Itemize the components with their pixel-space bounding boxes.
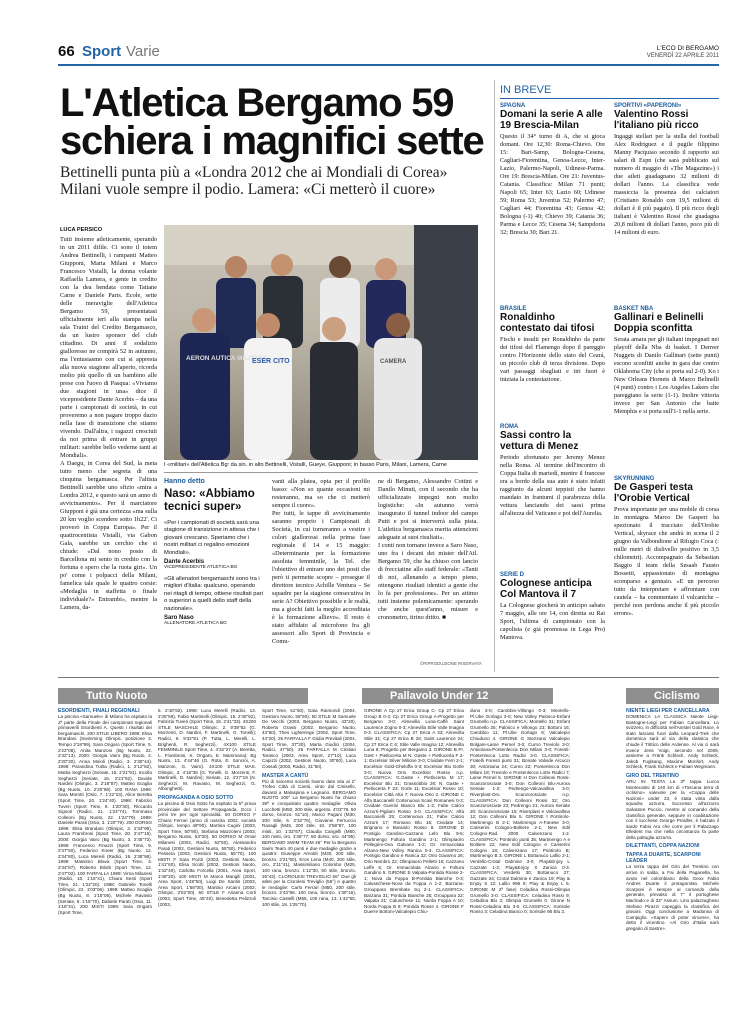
brief-label: BRASILE: [500, 306, 527, 312]
team-photo-illustration: [164, 225, 478, 460]
nuoto-text-5: Più di seicento società hanno dato vita al 2° Trofeo Città di Cantù, vinto dal Cinisello, davanti a Malaspina e Legnano. BERGAMO NUOTO 100° La Bergamo Nuoto ha chiuso 39ª e conquistato quattro medaglie: Olivia Lucchetti (M50, 200 stile, argento. 4'03"79, 50 dorso, bronzo. 51"10), Marco Pagani (M30, 200 stile, 6. 2'32"76), Giovanni Ferruccio Ravagli (M45, 200 stile, 10. 2'58"87, 100 misti, 10. 1'33"67), Claudia Cangelli (M60, 100 misti, oro. 1'38"77; 50 dorso, oro. 44"95). BERGAMO SWIM TEAM 46° Per la Bergamo Swim Team 40 punti e due medaglie grazie a quattro: Giuseppe Arnoldi (M30, 200 stile, bronzo. 2'21"60), Eros Lena (M40, 200 stile, oro. 2'11"41), Massimiliano Colombo (M25, 100 rana, bronzo. 1'12"30, 50 stile, bronzo. 26"42). CLOROLESI TREVIGLIO 56° Due gli atleti per la Clorolesi Treviglio (56°) e quattro le medaglie: Carlo Ferrari (M50, 200 stile, bronzo. 2'43"66. 100 rana, bronzo. 1'30"16), Tarcisio Castelli (M55, 100 rana, 13. 1'42"60, 100 stile, 18. 1'25"70).: [262, 778, 356, 907]
subheadline-line2: Milani vuole sempre il podio. Lamera: «Ci metterò il cuore»: [60, 181, 436, 198]
article-col3: ne di Bergamo, Alessandro Cottini e Danilo Minuti, con il secondo che ha ufficializzato impegni non molto logistiche: «In autunno verrà inaugurato il tunnel indoor del campo Putti e poi si interverrà sulla pista. L'atletica bergamasca merita attenzioni adeguate ai suoi risultati». I conti non tornano invece a Saro Naso, uno fra i decani dei mister dell'Atl. Bergamo 59, che ha chiuso con lancio di frecciatine allo staff federale: «Tanti di noi, allenando a tempo pieno, ottengono risultati identici a gente che lo fa per professione». Per un attimo tutti insieme polemicamente: sperando che anche quest'anno, misure e cronometro, tirino dritto. ■: [378, 478, 478, 621]
nuoto-text-3: La piscina di Osio Sotto ha ospitato la 5ª prova provinciale del Settore Propaganda. Ecco i primi tre per ogni specialità. 50 DORSO F Chiara Ferrari (anno di nascita 2002, società Olimpic, tempo 49"90), Martina Cugini (2003, Sport Time, 50"90), Stefania Mazzoleni (2003, Bergamo Nuoto, 53"30). 50 DORSO M Omar Milanesi (2002, Radici, 52"60), Alessandro Parati (2002, Gestioni Nuoto, 55"50), Federico Pessera (2003, Gestioni Nuoto, 56"70). 100 MISTI F Sara Pozzi (2003, Gestioni Nuoto, 1'41"60), Elisa Scotti (2002, Gestioni Nuoto, 1'42"40), Carlotta Forcella (2001, Area Sport, 1'48"20). 100 MISTI M Marco Mangili (2001, Area Sport, 1'48"50), Luigi De Santis (2003, Area Sport, 1'58"00), Martino Arcaini (2002, Olimpic, 2'02"00). 50 STILE F Arianna Corti (2003, Sport Time, 45"40), Benedetta Pelizzoli (2003,: [158, 800, 256, 907]
headline: [60, 81, 500, 163]
in-breve-header: IN BREVE: [500, 84, 552, 96]
nuoto-subtitle-2: PROPAGANDA A OSIO SOTTO: [158, 794, 234, 801]
svg-text:CAMERA: [380, 359, 407, 365]
shirt-third-text: CAMERA: [380, 359, 407, 365]
quotes-title: Naso: «Abbiamo tecnici super»: [164, 488, 255, 513]
brief-spagna: [500, 103, 605, 291]
ciclismo-bar: [626, 688, 719, 704]
quote-1-role: VICEPRESIDENTE ATLETICA BG: [164, 565, 238, 571]
column-divider: [494, 80, 495, 672]
nuoto-subtitle-3: MASTER A CANTÙ: [262, 772, 309, 779]
subheadline: [60, 164, 500, 198]
ciclismo-section-title: GIRO DEL TRENTINO: [626, 772, 679, 779]
pallavolo-bar: [362, 688, 553, 704]
brief-title: Valentino Rossi l'italiano più ricco: [614, 109, 699, 131]
nuoto-text-2: 5. 2'40"82). 1998: Luca Merelli (Radici, 13. 2'35"58), Fabio Martinelli (Olimpic, 15. 2'40"62), Fabrizio Tuveri (Sport Time, 18. 2'41"33). 4X200 STILE MASCHILE Olimpic, 2. 9'39"62 (G. Morzenti, D. Nardini, F. Martinelli, G. Tonelli); Radici, 6. 9'32"81 (P. Tutta, L. Merelli, L. Brighenti, R. Seghezzi). 4X100 STILE FEMMINILE Sport Time, 4. 4'32"27 (A. Beretta, L. Frambrosi, S. Ongaro, E. Mammana); Bg Nuoto, 13. 4'44"46 (G. Rota, E. Soncini, A. Manzoni, G. Vairo). 4X100 STILE MAS. Olimpic, 3. 4'16"35 (G. Tonelli, G. Morzenti, F. Martinelli, D. Nardini); Seriate, 12. 4'27"19 (N. Seghezzi, M. Ravasio, M. Seghezzi, G. Albonghetti).: [158, 708, 256, 792]
header-rule: [58, 64, 719, 66]
ciclismo-section-text: La terza tappa del Giro del Trentino con arrivo in salita, a Fai della Paganella, ha avuto nel colombiano della Geox Fabio Andres Duarte il protagonista. Michele Scarponi è sempre al comando della generale, prevalso di 7" il portoghese Machado e di 33" Assum. Lino palazzagheso Stefano Pirazzi capeggia la classifica dei giovani. Oggi conclusione a Madonna di Campiglio. «Saperv di poter vincere», ha detto il vicentino. «Al Giro d'Italia sarò gregario di Sastre».: [626, 864, 719, 931]
quotes-kicker: Hanno detto: [164, 478, 205, 485]
brief-title: Ronaldinho contestato dai tifosi: [500, 312, 595, 334]
tutto-nuoto-bar: [58, 688, 308, 704]
ciclismo-title: Ciclismo: [654, 690, 700, 702]
brief-label: SPAGNA: [500, 103, 526, 109]
page-number: 66: [58, 43, 75, 60]
quote-2: «Gli allenatori bergamaschi sono tra i migliori d'Italia: qualcuno, operando nei ritagli di tempo, ottiene risultati pari o superiori a quelli dello staff della nazionale».: [164, 576, 263, 612]
issue-date: VENERDÌ 22 APRILE 2011: [646, 53, 719, 59]
photo-caption: I «militari» dell'Atletica Bg: da sin. in alto Bettinelli, Vistalli, Gueye, Giupponi; in basso Paris, Milani, Lamera, Carne: [164, 462, 447, 468]
newspaper-name: L'ECO DI BERGAMO: [656, 45, 719, 52]
brief-label: BASKET NBA: [614, 306, 654, 312]
brief-roma: [500, 424, 605, 574]
shirt-aeronautica-text: AERON AUTICA MILITARE: [186, 355, 268, 362]
quote-1: «Per i campionati di società sarà una stagione di transizione in attesa che i giovani crescano. Speriamo che i nostri militari ci regalino emozioni Mondiali».: [164, 520, 260, 556]
ciclismo-section-text: ARU IN TESTA La 3ª tappa Lucca Montecatini di 140 km di «Toscana terra di ciclismo» valevole per la «Coppa delle Nazioni» under 23, è stata vinta dalla squadra azzurra. Successo all'azzurro Salvatore Puccio, mentre al comando della classifica generale, seppure in coabitazione con il lucchese George Preidler, è balzato il sardo Fabio Aru che corre per il Palazzago Elledent ma che nella circostanza fa parte della pattuglia azzurra.: [626, 778, 719, 840]
caption-rule: [164, 472, 478, 473]
quote-2-name: Saro Naso: [164, 615, 194, 622]
team-photo: [164, 225, 478, 460]
brief-paperoni: [614, 103, 719, 283]
svg-text:ESER CITO: [252, 358, 290, 365]
copyright: ©RIPRODUZIONE RISERVATA: [420, 661, 482, 666]
brief-title: Gallinari e Belinelli Doppia sconfitta: [614, 312, 704, 334]
brief-skyrunning: [614, 476, 719, 674]
ciclismo-section-title: TAPPA A DUARTE, SCARPONI LEADER: [626, 852, 701, 865]
section-title: Sport: [82, 43, 122, 60]
nuoto-subtitle: ESORDIENTI, FINALI REGIONALI: [58, 708, 140, 714]
brief-label: ROMA: [500, 424, 519, 430]
nuoto-text-1: La piscina «Samuele» di Milano ha ospitato la 2ª parte della Finale dei campionati regionali primaverili Esordienti A. Questi i risultati dei bergamaschi. 200 STILE LIBERO 1999: Elisa Brandani (Swimming Olimpic, posizione 3. Tempo 2'18"99), Sara Ongaro (Sport Time, 5. 2'22"08), Anita Manzoni (Bg Nuoto, 22. 2'32"13). 2000: Giorgia Vairo (Bg Nuoto, 2. 2'20"30), Anna Moioli (Radici, 3. 2'30"44). 1998: Parandina Tutita (Radici, 1. 2'12"82), Mattia Seghezzi (Seriate, 15. 2'21"91). Incollo Seghezzi (Seriate, 16. 2'21"92), Davide Nardini (Olimpic, 3. 2'18"87), Matteo Scaglia (Bg Nuoto, 10. 2'25"99). 100 RANA 1999: Sara Morotti (Osio, 7. 1'22"23), Alice Beretta (Sport Time, 20. 1'24"40). 1998: Fabrizio Tuveri (Sport Time, 8. 1'20"30), Riccardo Signori (Radici, 21. 1'24"74), Tommaso Colleoni (Bg Nuoto, 22. 1'24"79). 1999: Daniele Parati (Osio, 3. 1'20"79). 200 DORSO 1999: Elisa Brandani (Olimpic, 3. 2'33"99), Laura Frambrosi (Sport Time, 20. 2'47"15). 2000: Giorgia Vairo (Bg Nuoto, 3. 2'45"73). 1998: Francesco Finazzi (Sport Time, 9. 2'37"50), Federico Kneer (Bg Nuoto, 12. 2'34"80), Luca Mereili (Radici, 16. 2'38"98). 1999: Massimo Blava (Sport Time, 3. 2'34"87), Roberto Bilotti (Sport Time, 12. 2'47"02). 100 FARFALLA 1999: Virna Milanesi (Radici, 10. 1'16"41), Chiara Sesti (Sport Time, 21. 1'22"20). 1998: Gabriele Tonelli (Olimpic, 22. 1'03"06). 1999: Matteo Scaglia (Bg Nuoto, 8. 1'15"06), Michele Ravasio (Seriate, 9. 1'15"70), Dabiele Paratì (Osio, 11. 1'16"31). 200 MISTI 1999: Sara Ongaro (Sport Time,: [58, 714, 152, 915]
brief-label: SPORTIVI «PAPERONI»: [614, 103, 682, 109]
ciclismo-section-text: DOMENICA LA CLASSICA Niente Liegi-Bastogne-Liegi per Fabian Cancellara. Lo svizzero, in difficoltà nell'Amstel Gold Race, è stato lasciato fuori dalla Leopard-Trek che domenica sarà al via della classica che chiude il Trittico delle Ardenne. Al via ci sarà invece Jens Voigt, secondo nel 2009, assieme a Fränk Schleck, Andy Schleck, Jakob Fuglsang, Maxime Monfort, Andy Schleck, Frank Schleck e Fabian Wegmann.: [626, 714, 719, 770]
bottom-section-rule: [58, 677, 719, 678]
brief-serie-d: [500, 572, 605, 666]
brief-text: Questo il 34° turno di A, che si gioca domani. Ore 12,30: Roma-Chievo. Ore 15: Bari-Samp, Bologna-Cesena, Cagliari-Fiorentina, Genoa-Lecce, Inter-Lazio, Palermo-Napoli, Udinese-Parma. Ore 19: Brescia-Milan. Ore 21: Juventus-Catania. Classifica: Milan 71 punti; Napoli 65; Inter 63; Lazio 60; Udinese 59; Roma 53; Juventus 52; Palermo 47; Cagliari 44; Fiorentina 43; Genoa 42; Bologna (-1) 40; Chievo 39; Catania 36; Parma e Lecce 35; Cesena 34; Sampdoria 32; Brescia 30; Bari 21.: [500, 133, 605, 236]
brief-brasile: [500, 306, 605, 408]
brief-text: Fischi e insulti per Ronaldinho da parte dei tifosi del Flamengo dopo il pareggio contro l'Horizonte dello stato del Ceará, un piccolo club di terza divisione. Dopo vari passaggi sbagliati e tiri fuori è iniziata la contestazione.: [500, 336, 605, 383]
brief-title: Domani la serie A alle 19 Brescia-Milan: [500, 109, 603, 131]
quote-1-name: Dante Acerbis: [164, 559, 205, 566]
brief-title: Colognese anticipa Col Mantova il 7: [500, 578, 592, 600]
ciclismo-section-title: DILETTANTI, COPPA NAZIONI: [626, 843, 700, 850]
ciclismo-section-title: NIENTE LIEGI PER CANCELLARA: [626, 708, 710, 714]
brief-title: Sassi contro la vettura di Menez: [500, 430, 579, 452]
article-col1: Tutti insieme atleticamente, sperando in un 2011 difile. Ci sono il totem Andrea Bettinelli, i rampanti Matteo Giupponi, Marta Milani e Marco Francesco Vistalli, la donna volante Raffaella Lamera, e gente in credito con la dea bendata come Tatiane Carne e Daniele Paris. Ecole, sette delle meraviglie dell'Atletica Bergamo 59, presentatasi ufficialmente ieri alla stampa nella sala Traini del Credito Bergamasco, da un lustro sponsor del club cittadino. Di anni il sodalizio gialloresso ne compirà 52 in autunno, ma l'entusiasmo con cui si appresta alla nuova stagione all'aperto, ricorda molto più quello di un bambino alle prese con l'uovo di Pasqua: «Viviamo due stagioni in una» dice il vicepresidente Dante Acerbis – da una parte i campionati di società, in cui proveremo a non pagare troppo dazio nella fase di transizione che stiamo vivendo. Dall'altra, i ragazzi cresciuti da noi prima di entrare in gruppi militari: sarebbe bello vederne tanti ai Mondiali». A Daegu, in Corea del Sud, la meta tutto meno che segreta di una cinquina bergamasca. Per l'altista Bettinelli sarebbe uno sfizio «mira a Londra 2012, e questo sarà un anno di avvicinamento». Per il marciatore Giupponi è già una certezza «ma sulla 20 km voglio scendere sotto 1h22'. Ci proverò in Coppa Europa». Per il quattrocentista Vistalli, via Gabon Gala, sarebbe un cerchio che si chiude: «Dal nono posto di Barcellona mi sento in credito con la fortuna e spero che la ruota giri». Un po' come i polpacci della Milani, famelica tale quale le quattro corsie: «Medaglia in staffetta o finale individuale?» Entrambi», mentre la Lamera, da-: [60, 236, 157, 611]
brief-text: Serata amara per gli italiani impegnati nei playoff della Nba di basket. I Denver Nuggets di Danilo Gallinari (sette punti) escono sconfitti anche in gara due contro Oklahoma City (che si porta sul 2-0). Ko i New Orleans Hornets di Marco Belinelli (4 punti) contro i Los Angeles Lakers che pareggiano la serie (1-1). Inoltre vittoria invece per San Antonio che batte Memphis e si porta sull'1-1 nella serie.: [614, 336, 719, 415]
nuoto-text-4: Sport Time, 51"50), Gaia Raimondi (2004, Gestioni Nuoto, 55"60). 50 STILE M Samuele De Vecchi (2003, Bergamo Nuoto, 43"20), Roberto Grassi (2002, Bergamo Nuoto, 43"60), Theo Lighteringe (2002, Sport Time, 44"20). 25 FARFALLA F Giulia Previtali (2004, Sport Time, 37"30), Marta Giudici (2004, Radici, 47"50). 25 FARFALLA M Cristian Tarasco (2003, Area Sport, 27"10), Luca Capizzi (2002, Gestioni Nuoto, 30"80), Luca Cossali (2003, Radici, 31"50).: [262, 708, 356, 769]
pallavolo-col1: GIRONE A Cp 27 Erica Group C- Cp 27 Erica Group B 0-3; Cp 27 Erica Group A-Progetto per Bergamo 3-0; Almevilla Luna-Caffè Saint Laurence Zogno 0-3; Almevilla Stile Valle Imagna 0-3. CLASSIFICA: Cp 27 Erica A 33; Almevilla Stile 31; Cp 27 Erica B 26; Saint Laurence 24; Cp 27 Erica C 6; Stile Valle Imagna 12; Almevilla Luna 8; Progetto per Bergamo 3. GIRONE B Pr. Gest + Pietlocerta M N. Gaste + Pietlocerta F 2-1; Excelsior Silver Milione 3-0; Cividate Ferri 2-1; Excelsior Gold-Gheloffa 0-3; Excelsior Blu Gorle 3-0; Nuova Orio Excelsior Rosso n.p. CLASSIFICA: G.Gaste + Pietlocerta M 17; Excelsior Blu 31; Grassobbio 26; N. Gaste + Pietlocerta F 23; Gorle 11; Excelsior Rosso 10; Excelsior Città Alta 7; Nuova Orio 2. GIRONE C Alfa Baccanelli Cortenuova Scavi Romanesi 0-3; Cividate Guerini Bianco Blu 1-2; Fabe Calcio Azzurri-Pigliani Rosso 3-0. CLASSIFICA: Alfa Baccanelli 25; Cortenuova 21; Fabe Calcio Azzurri 17; Romano Blu 16; Cividate 14; Brignano e Baraiolo Rosso 8. GIRONE D Pontigio Gandino-Cazzano Lefo Blu 9-5; Martinengo Foltura Gandino 2-1; Olimpiaoro Pellegrini-Ova Galvano 1-2; Or. Immacolata Alzano-New Volley Ranica 0-3. CLASSIFICA: Pontigio Gandino e Ranica 32; Orio Gavarno 26; Orio Nembro 22; Olimpiaoro Pelletti 16; Cazzano Leffe 6; Or. Immacolata Alzano e Foltura Gandino 5. GIRONE E Valpala-Pontida Rosse 2-1; Nova da Foppa B-Pontida Bianche 0-3; Calusschese-Nova da Foppa A 1-2; Barzana-Grouppara Brembate Sq 2-1. CLASSIFICA: Barzana 31; Pontida Bianche 25; Grouppara 22; Valpala 21; Caluschese 11; Norda Foppa A 10; Norda Foppa B 9; Pontida Rosse 4. GIRONE F Duerre Bottoni-Valcalepio Chiu-: [364, 708, 464, 915]
subheadline-line1: Bettinelli punta più a «Londra 2012 che ai Mondiali di Corea»: [60, 164, 448, 181]
brief-title: De Gasperi testa l'Orobie Vertical: [614, 482, 693, 504]
tutto-nuoto-title: Tutto Nuoto: [86, 690, 148, 702]
quote-2-role: ALLENATORE ATLETICA BG: [164, 621, 227, 627]
brief-label: SKYRUNNING: [614, 476, 655, 482]
brief-text: La Colognese giocherà in anticipo sabato 7 maggio, alle ore 14, con diretta su Rai Sport, l'ultima di campionato con la capolista (e già promossa in Lega Pro) Mantova.: [500, 602, 605, 641]
headline-line2: schiera i magnifici sette: [60, 119, 484, 163]
nuoto-col2: [158, 708, 256, 1008]
shirt-esercito-text: ESER CITO: [252, 358, 290, 365]
brief-label: SERIE D: [500, 572, 525, 578]
brief-text: Periodo sfortunato per Jeremy Menez nella Roma. Al termine dell'incontro di Coppa Italia di martedì, mentre il francese era a bordo della sua auto è stato infatti raggiunto da alcuni teppisti che hanno mandato in frantumi il parabrezza della vettura lanciando dei sassi prima all'altezza del Vaticano e poi dell'Aurelia.: [500, 454, 605, 517]
headline-line1: L'Atletica Bergamo 59: [60, 81, 454, 125]
subsection-title: Varie: [126, 43, 160, 60]
pallavolo-title: Pallavolo Under 12: [390, 690, 489, 702]
in-breve-rule: [500, 98, 719, 99]
nuoto-col1: [58, 708, 152, 1008]
brief-text: Ingaggi stellari per la stella del football Alex Rodriguez e il pugile filippino Manny Pacquiao secondo il rapporto sui salari di Espn (che sarà pubblicato sul numero di maggio di «The Magazine») i due atleti guadagnano 32 milioni di dollari l'anno. La classifica vede massiccia la presenza dei calciatori (Cristiano Ronaldo con 19,5 milioni di dollari è il più pagato). Il più ricco degli italiani è Valentino Rossi che guadagna 20,8 milioni di dollari l'anno, poco più di 14 milioni di euro.: [614, 133, 719, 236]
brief-nba: [614, 306, 719, 472]
ciclismo-col: [626, 708, 719, 1008]
article-col2: vanti alla platea, opta per il profilo basso: «Non so quante occasioni mi resteranno, ma so che ci metterò sempre il cuore». Per tutti, le tappe di avvicinamento saranno proprio i Campionati di Società, in cui torneranno a vestire i colori giallorossi nella prima fase regionale il 14 e 15 maggio: «Determinante per la formazione assoluta femminile, la Tel. che l'obiettivo di entrare uno dei posti che però ti permette scopre – prosegue il direttore tecnico Achille Ventura – Se squadre per la stagione consecutiva in serie A? Obiettivo possibile e le realtà, ma a giochi fatti la meglio accreditata è la formazione allievo». Il resto è stato affidato al microfono fra gli assessori allo Sport di Provincia e Comu-: [272, 478, 370, 645]
quotes-box: [164, 478, 264, 668]
brief-text: Prova importante per una mobile di corsa in montagna Marco De Gasperi ha spezionato il tracciato dell'Orobie Vertical, skyrace che andrà in scena il 2 giugno da Valbondione al Rifugio Coca (: mille metri di dislivello positivo in 3,5 chilometri). Accompagnato da Sebastian Baggio il team della Sesaab Fausto Bossetti, appassionato di montagna scomparso a gennaio. «E un percorso tutto da interpretare e affrontare con cautela – ha commentato il vulcaniche – perché non perdona anche il più piccolo errore».: [614, 506, 719, 617]
byline: LUCA PERSICO: [60, 227, 103, 233]
nuoto-col3: [262, 708, 356, 1008]
pallavolo-col2: duno 3-0; Carobbio-Villongo 0-3; Montello-Pl.Ube Gorlago 3-0; New Volley Palosco-Enfant Grumello n.p. CLASSIFICA: Montello 31; Enfant Grumello 25; Palosco e Villongo 23; Bottoni 16; Carobbio 11; Pl.Ube Gorlago 8; Valcalepio Chiuduno 4. GIRONE G Stezzano Valcalepio Bolgare-Lame Pernel 3-0; Curno Treviolo 3-0; Antoniana-Pontenlecca Don Milani 3-0; Foresti-Pontenlecca Lotto Radici 3-0. CLASSIFICA: Fratelli Foresti punti 31; Bonate Valvide Arcucci 30; Antoniana 24; Curno 22; Pontenlecca Don Milani 18; Treviolo e Pontenlecca Lotto Radici 7; Lame Pernel 5. GIRONE H Don Colleoni Rossi-Scanzorosciate 3-0; Don Colleoni Blu-Aurora Seriate 1-2; Pedrengo-Valcavallina 3-0; Riverplast-Oro Scanzorosciate n.p. CLASSIFICA: Don Colleoni Rossi 32; Oro Scanzorosciate 23; Pedrengo 21; Aurora Seriate 20; Scanzorosciate 16; Riverplast e Valcavallina 12; Don Colleoni Blu 5. GIRONE I Pontirolo-Martinengo B 2-1; Martinengo A-Fanese 3-0; Cariserini Cologno-Boltiere 2-1; New Edil Cologno-Rad. 2000 Calvenzano 1-2. CLASSIFICA: Pontirolo punti 35; Martinengo A e Boltiere 22; New Edil Cologno e Cariserini Cologno 18; Calvenzano 17; Pontirolo B; Martinengo B 3. GIRONE L Bottanuco Lallio 2-1; Verdello-Crotal Dalmine 3-0; Play&Enjoy L Cazzate 1-2; Play&Enjoy S Zanica 0-3. CLASSIFICA: Verdello 30; Bottanuco 27; Gazzate 24; Crotal Dalmine e Zanica 19; Play & Enjoy S 12; Lallio 996 9; Play & Enjoy L 5. GIRONE M 2ª fase) Celadina Rossi-Olimpia Grumello 3-0. CLASSIFICA: Celadina Rossi 9; Celadina Blu 3; Olimpia Grumello 0. Girone N Rossi-Celadina Blu 3-0. CLASSIFICA: Sorisole Rosso 3; Celadina Bianco 0; Sorisole 95 Blu 3.: [470, 708, 570, 915]
